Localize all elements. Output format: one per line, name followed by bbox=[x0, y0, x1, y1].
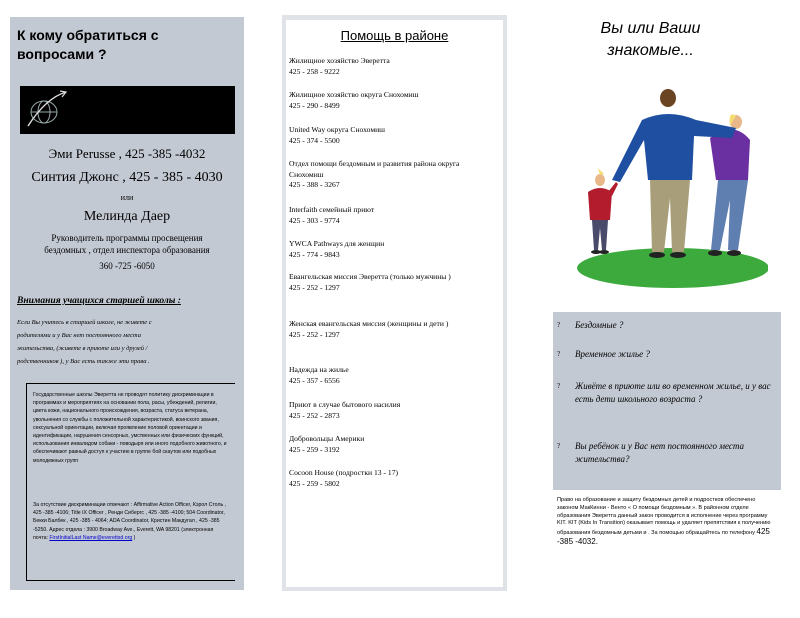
email-link[interactable]: FirstInitialLast Name@everettsd.org bbox=[49, 534, 133, 541]
family-walking-illustration bbox=[568, 80, 768, 290]
resource-item bbox=[289, 468, 485, 489]
resources-title-text: Помощь в районе bbox=[340, 28, 449, 43]
resource-phone: 425 - 290 - 8499 bbox=[289, 100, 340, 110]
child-figure bbox=[588, 168, 618, 254]
resource-phone: 425 - 252 - 1297 bbox=[289, 329, 340, 339]
resource-item bbox=[289, 365, 485, 386]
question-text: Вы ребёнок и у Вас нет постоянного места жительства? bbox=[575, 441, 744, 464]
resource-phone: 425 - 252 - 2873 bbox=[289, 410, 340, 420]
high-school-line: жительства, (живете в приюте или у друзей / bbox=[17, 345, 148, 352]
resource-phone: 425 - 374 - 5500 bbox=[289, 135, 340, 145]
question-item bbox=[557, 319, 777, 332]
resource-phone: 425 - 259 - 3192 bbox=[289, 444, 340, 454]
contact-amy: Эми Perusse , 425 -385 -4032 bbox=[48, 146, 206, 161]
resource-item bbox=[289, 319, 485, 340]
mckinney-vento-text bbox=[557, 497, 772, 548]
resource-phone: 425 - 774 - 9843 bbox=[289, 249, 340, 259]
logo bbox=[20, 86, 235, 134]
question-bullet: ? bbox=[557, 382, 561, 390]
resource-phone: 425 - 388 - 3267 bbox=[289, 180, 340, 189]
nondiscrimination-contacts-text: За отсутствие дискриминации отвечают : Affirmative Action Officer, Кэрол Столь , 425 -385 -4106; Title IX Officer , Ренди Сибергс , 425 -385 -4100; 504 Coordinator, Бекки Балбек , 425 -385 - 4064; ADA Coordinator, Кристин Макдугал , 425 -385 -5250. Адрес отдела : 3900 Broadway Ave., Everett, WA 98201 (электронная почта: bbox=[33, 502, 227, 541]
question-bullet: ? bbox=[557, 442, 561, 450]
resource-phone: 425 - 258 - 9222 bbox=[289, 66, 340, 76]
question-bullet: ? bbox=[557, 350, 561, 358]
resource-name: Жилищное хозяйство Эверетта bbox=[289, 56, 390, 65]
globe-logo-icon bbox=[24, 88, 68, 132]
contact-cynthia: Синтия Джонс , 425 - 385 - 4030 bbox=[31, 170, 223, 185]
nondiscrimination-text: Государственные школы Эверетта не проводят политику дискриминации в программах и мероприятиях на основании пола, расы, убеждений, религии, цвета кожи, национального происхождения, возраста, статуса ветерана, увольнения со службы с положительной характеристикой, воинского звания, сексуальной ориентации, включая проявление половой ориентации и идентификации, нарушения сенсорных, умственных или физических функций, использования инвалидом собаки - поводыря или иного подобного животного, и обеспечивают равный доступ к участию в группе бой скаутов или подобных молодежных групп bbox=[33, 392, 227, 464]
resource-item bbox=[289, 159, 485, 191]
resource-phone: 425 - 357 - 6556 bbox=[289, 375, 340, 385]
resource-item bbox=[289, 272, 485, 293]
question-bullet: ? bbox=[557, 321, 561, 329]
resource-item bbox=[289, 90, 485, 111]
contact-panel-title: К кому обратиться с вопросами ? bbox=[17, 27, 159, 62]
resource-name: Добровольцы Америки bbox=[289, 434, 365, 443]
resource-name: Надежда на жилье bbox=[289, 365, 349, 374]
mckinney-vento-body: Право на образование и защиту бездомных детей и подростков обеспечено законом МакКинни - Венто « О помощи бездомным ». В районном отделе образования Эверетта данный закон проводится в исполнение через программу KIT. KIT (Kids In Transition) оказывает помощь и удаляет препятствия к получению образования бездомным детьми и . За помощью обращайтесь по телефону bbox=[557, 497, 771, 537]
high-school-line: родителями и у Вас нет постоянного места bbox=[17, 332, 141, 339]
high-school-heading: Внимания учащихся старшей школы : bbox=[17, 296, 181, 306]
question-text: Живёте в приюте или во временном жилье, и у вас есть дети школьного возраста ? bbox=[575, 381, 771, 404]
resource-name: United Way округа Снохомиш bbox=[289, 125, 386, 134]
resource-item bbox=[289, 239, 485, 260]
resource-name: Женская евангельская миссия (женщины и дети ) bbox=[289, 319, 449, 328]
contact-role bbox=[10, 232, 244, 256]
resource-name: Cocoon House (подростки 13 - 17) bbox=[289, 468, 399, 477]
question-item bbox=[557, 380, 777, 406]
question-item bbox=[557, 440, 777, 466]
resource-item bbox=[289, 400, 485, 421]
resource-phone: 425 - 303 - 9774 bbox=[289, 215, 340, 225]
resource-item bbox=[289, 205, 485, 226]
resources-title bbox=[286, 28, 503, 43]
contact-or: или bbox=[120, 193, 134, 202]
resource-name: Interfaith семейный приют bbox=[289, 205, 375, 214]
resource-item bbox=[289, 434, 485, 455]
nondiscrimination-contacts: За отсутствие дискриминации отвечают : Affirmative Action Officer, Кэрол Столь , 425 -385 -4106; Title IX Officer , Ренди Сибергс , 425 -385 -4100; 504 Coordinator, Бекки Балбек , 425 -385 - 4064; ADA Coordinator, Кристин Макдугал , 425 -385 -5250. Адрес отдела : 3900 Broadway Ave., Everett, WA 98201 (электронная почта: FirstInitialLast Name@everettsd.org ) bbox=[33, 502, 227, 541]
high-school-text bbox=[17, 316, 232, 368]
contact-role-phone: 360 -725 -6050 bbox=[99, 261, 155, 271]
contact-role-line2: бездомных , отдел инспектора образования bbox=[44, 245, 210, 255]
resource-name: Приют в случае бытового насилия bbox=[289, 400, 401, 409]
kit-phone: 425 -385 -4032. bbox=[557, 527, 770, 546]
contact-role-line1: Руководитель программы просвещения bbox=[51, 233, 203, 243]
resource-name: Евангельская миссия Эверетта (только мужчины ) bbox=[289, 272, 451, 281]
high-school-line: родственников ), у Вас есть также эти права . bbox=[17, 358, 150, 365]
question-item bbox=[557, 348, 777, 361]
contact-melinda: Мелинда Даер bbox=[83, 209, 171, 224]
cover-title: Вы или Ваши знакомые... bbox=[600, 20, 701, 59]
resource-name: Отдел помощи бездомным и развития района округа Снохомиш bbox=[289, 159, 460, 179]
resource-phone: 425 - 252 - 1297 bbox=[289, 282, 340, 292]
high-school-line: Если Вы учитесь в старшей школе, не живете с bbox=[17, 319, 152, 326]
resource-item bbox=[289, 56, 485, 77]
resource-phone: 425 - 259 - 5802 bbox=[289, 478, 340, 488]
resource-name: YWCA Pathways для женщин bbox=[289, 239, 385, 248]
resource-name: Жилищное хозяйство округа Снохомиш bbox=[289, 90, 419, 99]
resource-item bbox=[289, 125, 485, 146]
question-text: Временное жилье ? bbox=[575, 349, 650, 359]
question-text: Бездомные ? bbox=[575, 320, 624, 330]
